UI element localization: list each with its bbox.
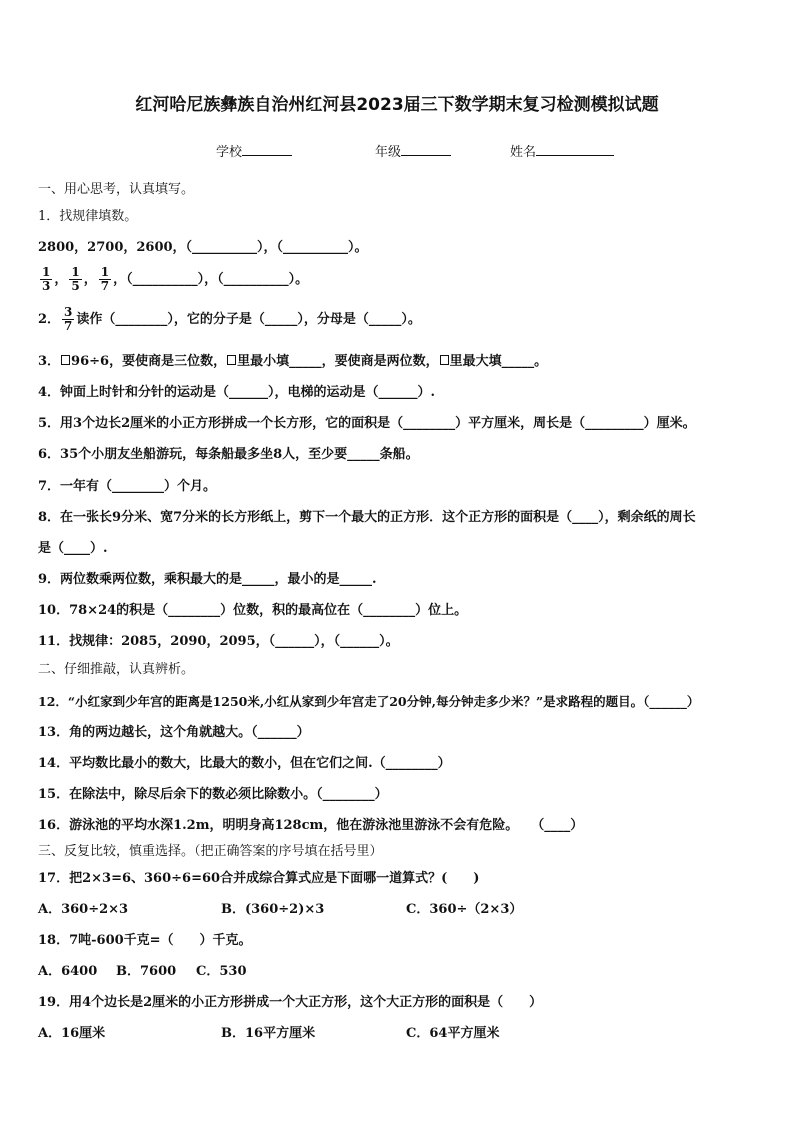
question-1: 1．找规律填数。 bbox=[38, 209, 138, 224]
option-b: B．(360÷2)×3 bbox=[221, 902, 325, 917]
name-field bbox=[510, 141, 614, 160]
section-1-heading: 一、用心思考，认真填写。 bbox=[38, 182, 195, 197]
question-10: 10．78×24的积是（________）位数，积的最高位在（________）位上。 bbox=[38, 603, 468, 618]
question-8: 8．在一张长9分米、宽7分米的长方形纸上，剪下一个最大的正方形．这个正方形的面积是（____），剩余纸的周长 bbox=[38, 510, 696, 525]
option-b: B．7600 bbox=[116, 964, 177, 979]
option-a: A．360÷2×3 bbox=[38, 902, 129, 917]
section-3-heading: 三、反复比较，慎重选择。（把正确答案的序号填在括号里） bbox=[38, 844, 383, 859]
question-3: 3． 96÷6，要使商是三位数， 里最小填_____，要使商是两位数， 里最大填_____。 bbox=[38, 354, 548, 369]
question-4: 4．钟面上时针和分针的运动是（______），电梯的运动是（______）. bbox=[38, 385, 436, 400]
question-18: 18．7吨-600千克=（ ）千克。 bbox=[38, 933, 252, 948]
fraction: $\frac{1}{5}$ bbox=[71, 265, 80, 293]
question-1-fractions: $\frac{1}{3}$ ， $\frac{1}{5}$ ， $\frac{1}{7}$ ，（__________），（__________）。 bbox=[42, 265, 309, 293]
grade-blank[interactable] bbox=[401, 143, 451, 156]
option-a: A．6400 bbox=[38, 964, 98, 979]
question-13: 13．角的两边越长，这个角就越大。（______） bbox=[38, 725, 310, 740]
question-14: 14．平均数比最小的数大，比最大的数小，但在它们之间.（________） bbox=[38, 756, 451, 771]
question-2: 2． $\frac{3}{7}$ 读作（________），它的分子是（_____），分母是（_____）。 bbox=[38, 305, 421, 333]
question-16: 16．游泳池的平均水深1.2m，明明身高128cm，他在游泳池里游泳不会有危险。 （____） bbox=[38, 818, 584, 833]
option-a: A．16厘米 bbox=[38, 1026, 106, 1041]
blank-box-icon bbox=[227, 355, 236, 365]
question-17: 17．把2×3=6、360÷6=60合并成综合算式应是下面哪一道算式？( ) bbox=[38, 871, 480, 886]
name-label: 姓名 bbox=[510, 145, 537, 160]
fraction: $\frac{1}{3}$ bbox=[42, 265, 51, 293]
question-6: 6．35个小朋友坐船游玩，每条船最多坐8人，至少要_____条船。 bbox=[38, 447, 419, 462]
blank-box-icon bbox=[440, 355, 449, 365]
question-5: 5．用3个边长2厘米的小正方形拼成一个长方形，它的面积是（________）平方厘米，周长是（_________）厘米。 bbox=[38, 416, 696, 431]
question-1-sequence: 2800，2700，2600，（__________），（__________）。 bbox=[38, 240, 368, 255]
question-12: 12．“小红家到少年宫的距离是1250米,小红从家到少年宫走了20分钟,每分钟走多少米？”是求路程的题目。（______） bbox=[38, 694, 700, 709]
option-c: C．64平方厘米 bbox=[406, 1026, 500, 1041]
option-b: B．16平方厘米 bbox=[221, 1026, 316, 1041]
question-8-continued: 是（____）. bbox=[38, 541, 108, 556]
school-field bbox=[216, 141, 292, 160]
grade-label: 年级 bbox=[375, 145, 402, 160]
grade-field bbox=[375, 141, 451, 160]
fraction: $\frac{3}{7}$ bbox=[64, 305, 73, 333]
page-title: 红河哈尼族彝族自治州红河县2023届三下数学期末复习检测模拟试题 bbox=[135, 95, 659, 115]
section-2-heading: 二、仔细推敲，认真辨析。 bbox=[38, 662, 195, 677]
name-blank[interactable] bbox=[536, 143, 614, 156]
blank-box-icon bbox=[61, 355, 70, 365]
question-19: 19．用4个边长是2厘米的小正方形拼成一个大正方形，这个大正方形的面积是（ ） bbox=[38, 995, 543, 1010]
school-blank[interactable] bbox=[242, 143, 292, 156]
question-9: 9．两位数乘两位数，乘积最大的是_____，最小的是_____. bbox=[38, 572, 377, 587]
question-15: 15．在除法中，除尽后余下的数必须比除数小。（________） bbox=[38, 787, 388, 802]
option-c: C．530 bbox=[196, 964, 247, 979]
fraction: $\frac{1}{7}$ bbox=[100, 265, 110, 293]
question-11: 11．找规律：2085，2090，2095，（______），（______）。 bbox=[38, 634, 399, 649]
school-label: 学校 bbox=[216, 145, 243, 160]
option-c: C．360÷（2×3） bbox=[406, 902, 523, 917]
question-7: 7．一年有（________）个月。 bbox=[38, 479, 217, 494]
